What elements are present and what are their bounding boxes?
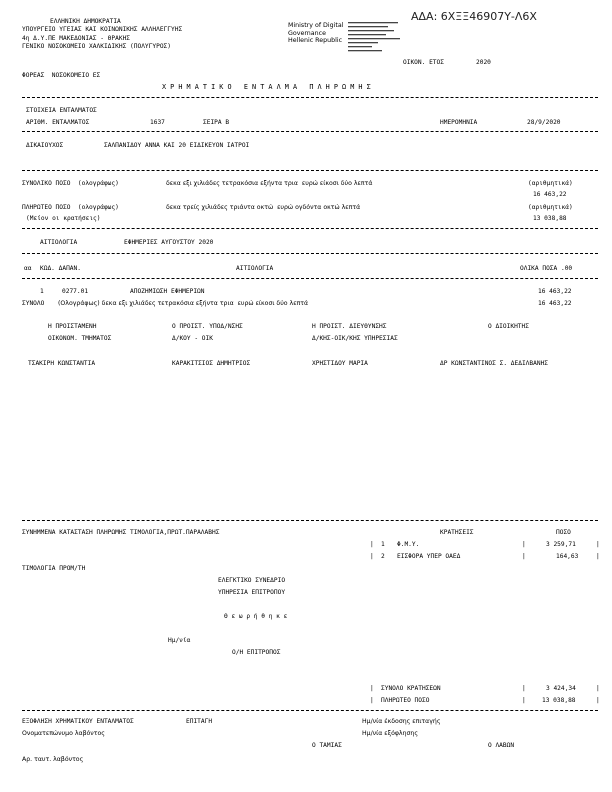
- divider: [22, 278, 598, 279]
- total-row: |: [370, 685, 374, 692]
- plirwteo-label: ΠΛΗΡΩΤΕΟ ΠΟΣΟ (ολογράφως): [22, 204, 119, 211]
- kratisi-aa: 1: [381, 541, 385, 548]
- sign-role: Η ΠΡΟΙΣΤ. ΔΙΕΥΘΥΝΣΗΣ: [312, 323, 387, 330]
- kratisi-row: |: [370, 541, 374, 548]
- hmeromhnia-value: 28/9/2020: [527, 119, 561, 126]
- kratisi-name: ΕΙΣΦΟΡΑ ΥΠΕΡ ΟΑΕΔ: [397, 553, 461, 560]
- col-aa-header: αα: [24, 265, 32, 272]
- row-aitiologia: ΑΠΟΖΗΜΙΩΣΗ ΕΦΗΜΕΡΙΩΝ: [130, 288, 205, 295]
- meion-label: (Μείον οι κρατήσεις): [26, 215, 101, 222]
- divider: [22, 170, 598, 171]
- oikon-etos-label: ΟΙΚΟΝ. ΕΤΟΣ: [403, 59, 444, 66]
- thewrithike-label: Θ ε ω ρ ή θ η κ ε: [224, 613, 288, 620]
- kratisi-amount: 3 259,71: [546, 541, 576, 548]
- col-aitiologia-header: ΑΙΤΙΟΛΟΓΙΑ: [236, 265, 274, 272]
- row-kwd: 0277.01: [62, 288, 89, 295]
- kratisi-sep: |: [522, 541, 526, 548]
- kratisi-sep: |: [596, 541, 600, 548]
- sign-role: Δ/ΚΟΥ - ΟΙΚ: [172, 335, 213, 342]
- document-title: Χ Ρ Η Μ Α Τ Ι Κ Ο Ε Ν Τ Α Λ Μ Α Π Λ Η Ρ Ω Μ Η Σ: [162, 83, 371, 91]
- plirwteo-amount-2: 13 038,88: [542, 697, 576, 704]
- kratisi-aa: 2: [381, 553, 385, 560]
- oikon-etos-value: 2020: [476, 59, 491, 66]
- sign-role: Η ΠΡΟΙΣΤΑΜΕΝΗ: [48, 323, 97, 330]
- col-kwd-header: ΚΩΔ. ΔΑΠΑΝ.: [40, 265, 81, 272]
- synolo-kratisewn-amount: 3 424,34: [546, 685, 576, 692]
- hm-nia-label: Ημ/νία: [168, 637, 191, 644]
- arithmos-value: 1637: [150, 119, 165, 126]
- tamias-label: Ο ΤΑΜΙΑΣ: [312, 742, 342, 749]
- ypiresia-label: ΥΠΗΡΕΣΙΑ ΕΠΙΤΡΟΠΟΥ: [218, 589, 286, 596]
- signatory-name: ΤΣΑΚΙΡΗ ΚΩΝΣΤΑΝΤΙΑ: [28, 360, 96, 367]
- kratisi-sep: |: [522, 553, 526, 560]
- hmnia-ekdosis-label: Ημ/νία έκδοσης επιταγής: [362, 718, 441, 725]
- stoixeia-label: ΣΤΟΙΧΕΙΑ ΕΝΤΑΛΜΑΤΟΣ: [26, 107, 97, 114]
- divider: [22, 228, 598, 229]
- signatory-name: ΔΡ ΚΩΝΣΤΑΝΤΙΝΟΣ Σ. ΔΕΔΙΛΒΑΝΗΣ: [440, 360, 549, 367]
- signatory-name: ΧΡΗΣΤΙΔΟΥ ΜΑΡΙΑ: [312, 360, 368, 367]
- arithmitika-label: (αριθμητικά): [528, 180, 573, 187]
- aitiologia-label: ΑΙΤΙΟΛΟΓΙΑ: [40, 239, 78, 246]
- lavwn-label: Ο ΛΑΒΩΝ: [488, 742, 515, 749]
- epitagi-label: ΕΠΙΤΑΓΗ: [186, 718, 213, 725]
- total-sep: |: [522, 685, 526, 692]
- arithmitika-label: (αριθμητικά): [528, 204, 573, 211]
- synimmena-label: ΣΥΝΗΜΜΕΝΑ ΚΑΤΑΣΤΑΣΗ ΠΛΗΡΩΜΗΣ ΤΙΜΟΛΟΓΙΑ,ΠΡΩΤ.ΠΑΡΑΛΑΒΗΣ: [22, 529, 220, 536]
- arithmos-label: ΑΡΙΘΜ. ΕΝΤΑΛΜΑΤΟΣ: [26, 119, 90, 126]
- digital-signature-stamp-icon: [348, 21, 406, 53]
- plirwteo-words: δεκα τρείς χιλιάδες τριάντα οκτώ ευρώ ογδόντα οκτώ λεπτά: [166, 204, 361, 211]
- col-poso-header: ΟΛΙΚΑ ΠΟΣΑ .00: [520, 265, 573, 272]
- onomateponymo-label: Ονοματεπώνυμο λαβόντος: [22, 730, 105, 737]
- ar-taut-label: Αρ. ταυτ. λαβόντος: [22, 756, 84, 763]
- kratisi-name: Φ.Μ.Υ.: [397, 541, 420, 548]
- aitiologia-value: ΕΦΗΜΕΡΙΕΣ ΑΥΓΟΥΣΤΟΥ 2020: [124, 239, 214, 246]
- divider: [22, 520, 598, 521]
- synolo-amount: 16 463,22: [538, 300, 572, 307]
- sign-role: ΟΙΚΟΝΟΜ. ΤΜΗΜΑΤΟΣ: [48, 335, 112, 342]
- sign-role: Ο ΠΡΟΙΣΤ. ΥΠΟΔ/ΝΣΗΣ: [172, 323, 243, 330]
- total-sep: |: [596, 697, 600, 704]
- hmeromhnia-label: ΗΜΕΡΟΜΗΝΙΑ: [440, 119, 478, 126]
- header-line-2: ΥΠΟΥΡΓΕΙΟ ΥΓΕΙΑΣ ΚΑΙ ΚΟΙΝΩΝΙΚΗΣ ΑΛΛΗΛΕΓΓΥΗΣ: [22, 26, 183, 33]
- plirwteo-label-2: ΠΛΗΡΩΤΕΟ ΠΟΣΟ: [381, 697, 430, 704]
- synoliko-words: δεκα εξι χιλιάδες τετρακόσια εξήντα τρια ευρώ είκοσι δύο λεπτά: [166, 180, 373, 187]
- kratiseis-label: ΚΡΑΤΗΣΕΙΣ: [440, 529, 474, 536]
- synoliko-amount: 16 463,22: [533, 191, 567, 198]
- header-line-3: 4η Δ.Υ.ΠΕ ΜΑΚΕΔΟΝΙΑΣ - ΘΡΑΚΗΣ: [22, 35, 131, 42]
- kratisi-row: |: [370, 553, 374, 560]
- synolo-kratisewn-label: ΣΥΝΟΛΟ ΚΡΑΤΗΣΕΩΝ: [381, 685, 441, 692]
- timologia-label: ΤΙΜΟΛΟΓΙΑ ΠΡΟΜ/ΤΗ: [22, 565, 86, 572]
- signatory-name: ΚΑΡΑΚΙΤΣΙΟΣ ΔΗΜΗΤΡΙΟΣ: [172, 360, 251, 367]
- ada-code: ΑΔΑ: 6ΧΞΞ46907Υ-Λ6Χ: [411, 10, 537, 23]
- divider: [22, 131, 598, 132]
- poso-label: ΠΟΣΟ: [556, 529, 571, 536]
- gov-signature-block: Ministry of Digital Governance Hellenic Republic: [288, 22, 344, 44]
- total-sep: |: [522, 697, 526, 704]
- total-sep: |: [596, 685, 600, 692]
- divider: [22, 710, 598, 711]
- divider: [22, 97, 598, 98]
- total-row: |: [370, 697, 374, 704]
- synoliko-label: ΣΥΝΟΛΙΚΟ ΠΟΣΟ (ολογράφως): [22, 180, 119, 187]
- sign-role: Ο ΔΙΟΙΚΗΤΗΣ: [488, 323, 529, 330]
- kratisi-amount: 164,63: [556, 553, 579, 560]
- synolo-words: (Ολογράφως) δεκα εξι χιλιάδες τετρακόσια εξήντα τρια ευρώ είκοσι δύο λεπτά: [58, 300, 309, 307]
- plirwteo-amount: 13 038,88: [533, 215, 567, 222]
- exoflisi-label: ΕΞΟΦΛΗΣΗ ΧΡΗΜΑΤΙΚΟΥ ΕΝΤΑΛΜΑΤΟΣ: [22, 718, 134, 725]
- foreas: ΦΟΡΕΑΣ ΝΟΣΟΚΟΜΕΙΟ ΕΣ: [22, 72, 101, 79]
- header-line-1: ΕΛΛΗΝΙΚΗ ΔΗΜΟΚΡΑΤΙΑ: [50, 18, 121, 25]
- dikaiouxos-value: ΣΑΛΠΑΝΙΔΟΥ ΑΝΝΑ ΚΑΙ 20 ΕΙΔΙΚΕΥΟΝ ΙΑΤΡΟΙ: [104, 142, 250, 149]
- epitropos-label: Ο/Η ΕΠΙΤΡΟΠΟΣ: [232, 649, 281, 656]
- elegktiko-label: ΕΛΕΓΚΤΙΚΟ ΣΥΝΕΔΡΙΟ: [218, 577, 286, 584]
- synolo-label: ΣΥΝΟΛΟ: [22, 300, 45, 307]
- divider: [22, 253, 598, 254]
- seira-value: ΣΕΙΡΑ Β: [203, 119, 230, 126]
- sign-role: Δ/ΚΗΣ-ΟΙΚ/ΚΗΣ ΥΠΗΡΕΣΙΑΣ: [312, 335, 398, 342]
- dikaiouxos-label: ΔΙΚΑΙΟΥΧΟΣ: [26, 142, 64, 149]
- row-aa: 1: [40, 288, 44, 295]
- header-line-4: ΓΕΝΙΚΟ ΝΟΣΟΚΟΜΕΙΟ ΧΑΛΚΙΔΙΚΗΣ (ΠΟΛΥΓΥΡΟΣ): [22, 43, 172, 50]
- hmnia-exoflisis-label: Ημ/νία εξόφλησης: [362, 730, 418, 737]
- row-poso: 16 463,22: [538, 288, 572, 295]
- kratisi-sep: |: [596, 553, 600, 560]
